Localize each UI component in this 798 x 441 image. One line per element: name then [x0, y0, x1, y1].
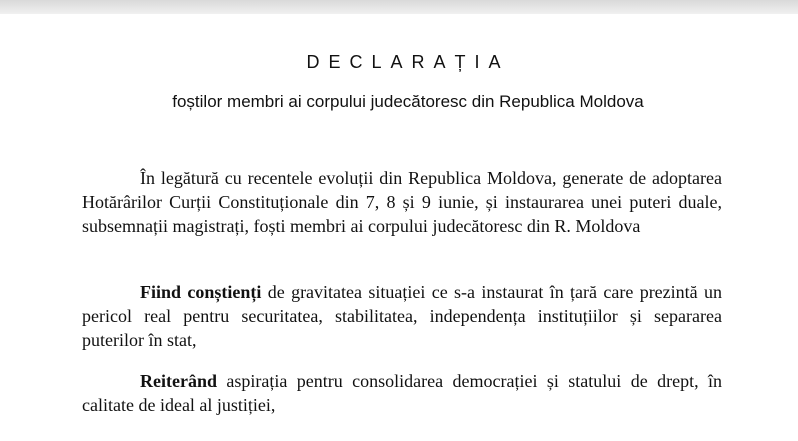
paragraph-1-text: În legătură cu recentele evoluții din Republica Moldova, generate de adoptarea Hotărârilor Curții Constituționale din 7, 8 și 9 iunie, și instaurarea unei puteri duale, subsemnații magistrați, foști membri ai corpului judecătoresc din R. Moldova — [82, 168, 722, 236]
paragraph-2 — [82, 280, 722, 352]
paragraph-3-text: aspirația pentru consolidarea democrației și statului de drept, în calitate de ideal al justiției, — [82, 371, 722, 415]
declaration-title: DECLARAȚIA — [306, 52, 510, 72]
paragraph-2-lead: Fiind conștienți — [140, 282, 262, 302]
paragraph-3 — [82, 369, 722, 417]
paragraph-3-lead: Reiterând — [140, 371, 217, 391]
paragraph-2-text: de gravitatea situației ce s-a instaurat în țară care prezintă un pericol real pentru securitatea, stabilitatea, independența instituțiilor și separarea puterilor în stat, — [82, 282, 723, 350]
declaration-subtitle: foștilor membri ai corpului judecătoresc din Republica Moldova — [172, 92, 644, 111]
paragraph-1 — [82, 166, 722, 238]
